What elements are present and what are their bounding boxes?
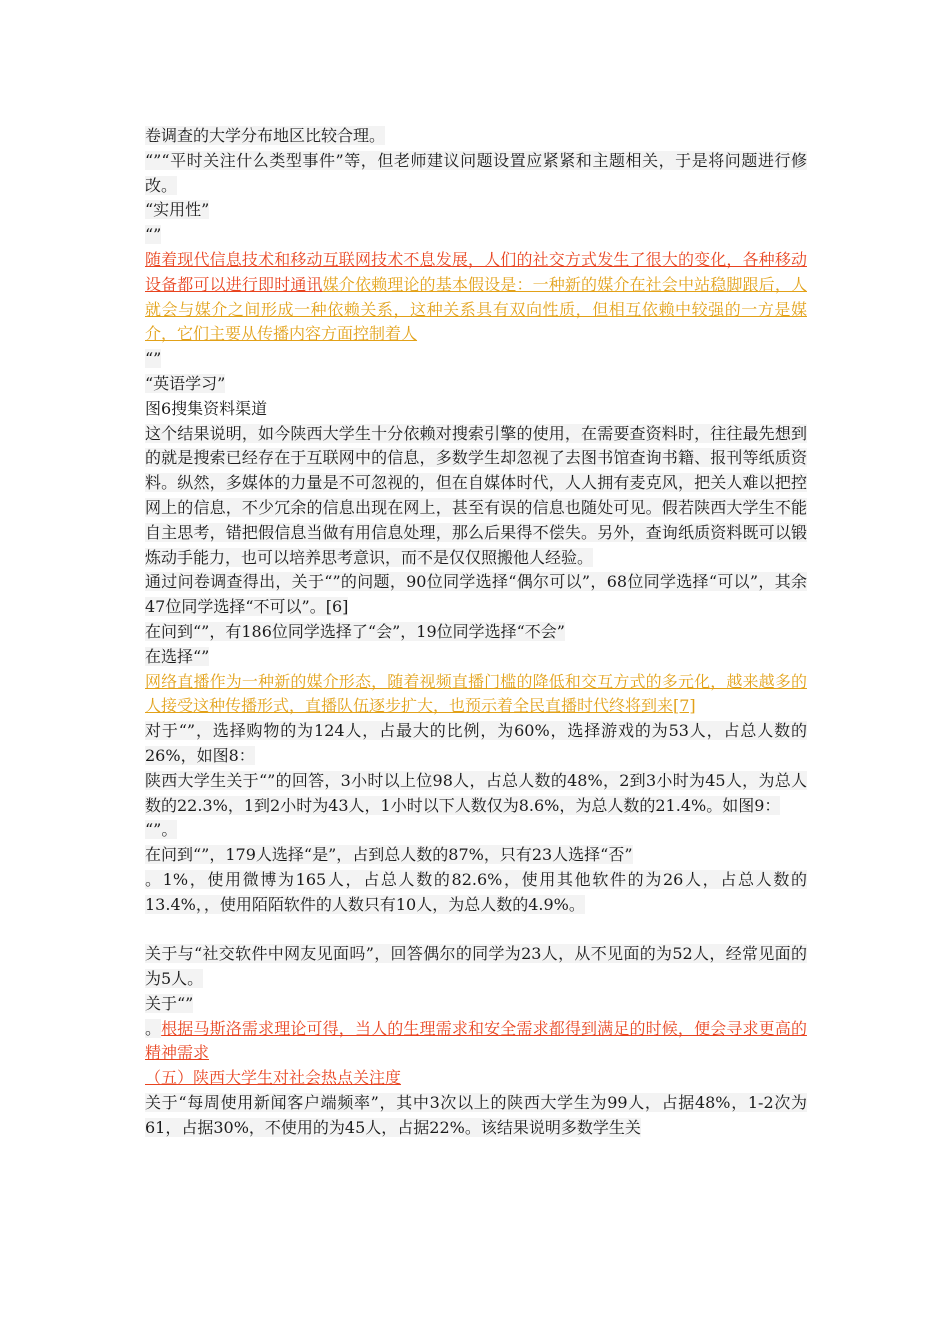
paragraph [145,570,807,620]
text-run: 卷调查的大学分布地区比较合理。 [145,126,386,145]
paragraph [145,719,807,769]
paragraph [145,992,807,1017]
text-run: 在选择“” [145,646,210,666]
paragraph [145,149,807,199]
annotated-text: 随着现代信息技术和移动互联网技术不息发展，人们的社交方式发生了很大的变化，各种移动设备都可以进行即时通讯 [145,249,807,294]
paragraph [145,422,807,571]
paragraph [145,645,807,670]
text-run: 在问到“”，179人选择“是”，占到总人数的87%，只有23人选择“否” [145,845,633,865]
text-run: “实用性” [145,200,210,220]
text-run: 。1%，使用微博为165人，占总人数的82.6%，使用其他软件的为26人，占总人数的13.4%，，使用陌陌软件的人数只有10人，为总人数的4.9%。 [145,869,807,914]
paragraph [145,1017,807,1067]
paragraph [145,347,807,372]
text-run: 对于“”，选择购物的为124人，占最大的比例，为60%，选择游戏的为53人，占总人数的26%，如图8： [145,721,807,765]
text-run: 通过问卷调查得出，关于“”的问题，90位同学选择“偶尔可以”，68位同学选择“可以”，其余47位同学选择“不可以”。[6] [145,572,807,617]
text-run: “” [145,225,162,245]
text-run: “”“平时关注什么类型事件”等，但老师建议问题设置应紧紧和主题相关，于是将问题进行修改。 [145,150,807,195]
text-run: 陕西大学生关于“”的回答，3小时以上位98人，占总人数的48%，2到3小时为45人，为总人数的22.3%，1到2小时为43人，1小时以下人数仅为8.6%，为总人数的21.4%。如图9： [145,770,807,815]
text-run: “英语学习” [145,373,226,393]
annotated-text: （五）陕西大学生对社会热点关注度 [145,1068,402,1088]
text-run: “” [145,349,162,369]
paragraph [145,372,807,397]
text-run: “”。 [145,820,178,840]
text-run: 。 [145,1018,162,1038]
text-run: 在问到“”，有186位同学选择了“会”，19位同学选择“不会” [145,621,565,641]
paragraph [145,1066,807,1091]
paragraph [145,670,807,720]
paragraph [145,397,807,422]
paragraph [145,868,807,918]
text-run: 关于“” [145,993,194,1013]
paragraph [145,124,807,149]
annotated-text: 媒介依赖理论的基本假设是：一种新的媒介在社会中站稳脚跟后，人就会与媒介之间形成一种依赖关系，这种关系具有双向性质，但相互依赖中较强的一方是媒介，它们主要从传播内容方面控制着人 [145,274,807,344]
text-run: 图6搜集资料渠道 [145,398,268,418]
annotated-text: 根据马斯洛需求理论可得，当人的生理需求和安全需求都得到满足的时候，便会寻求更高的精神需求 [145,1018,807,1063]
annotated-text: 网络直播作为一种新的媒介形态，随着视频直播门槛的降低和交互方式的多元化，越来越多的人接受这种传播形式，直播队伍逐步扩大，也预示着全民直播时代终将到来[7] [145,671,807,716]
text-run: 关于“每周使用新闻客户端频率”，其中3次以上的陕西大学生为99人，占据48%，1-2次为61，占据30%，不使用的为45人，占据22%。该结果说明多数学生关 [145,1093,807,1137]
paragraph [145,1091,807,1141]
paragraph [145,620,807,645]
document-body [145,124,807,1141]
paragraph [145,769,807,819]
paragraph [145,942,807,992]
text-run: 这个结果说明，如今陕西大学生十分依赖对搜索引擎的使用，在需要查资料时，往往最先想到的就是搜索已经存在于互联网中的信息，多数学生却忽视了去图书馆查询书籍、报刊等纸质资料。纵然，多媒体的力量是不可忽视的，但在自媒体时代，人人拥有麦克风，把关人难以把控网上的信息，不少冗余的信息出现在网上，甚至有误的信息也随处可见。假若陕西大学生不能自主思考，错把假信息当做有用信息处理，那么后果得不偿失。另外，查询纸质资料既可以锻炼动手能力，也可以培养思考意识，而不是仅仅照搬他人经验。 [145,423,807,567]
paragraph [145,843,807,868]
paragraph [145,918,807,943]
paragraph [145,198,807,223]
text-run: 关于与“社交软件中网友见面吗”，回答偶尔的同学为23人，从不见面的为52人，经常见面的为5人。 [145,944,807,989]
paragraph [145,248,807,347]
paragraph [145,223,807,248]
paragraph [145,818,807,843]
